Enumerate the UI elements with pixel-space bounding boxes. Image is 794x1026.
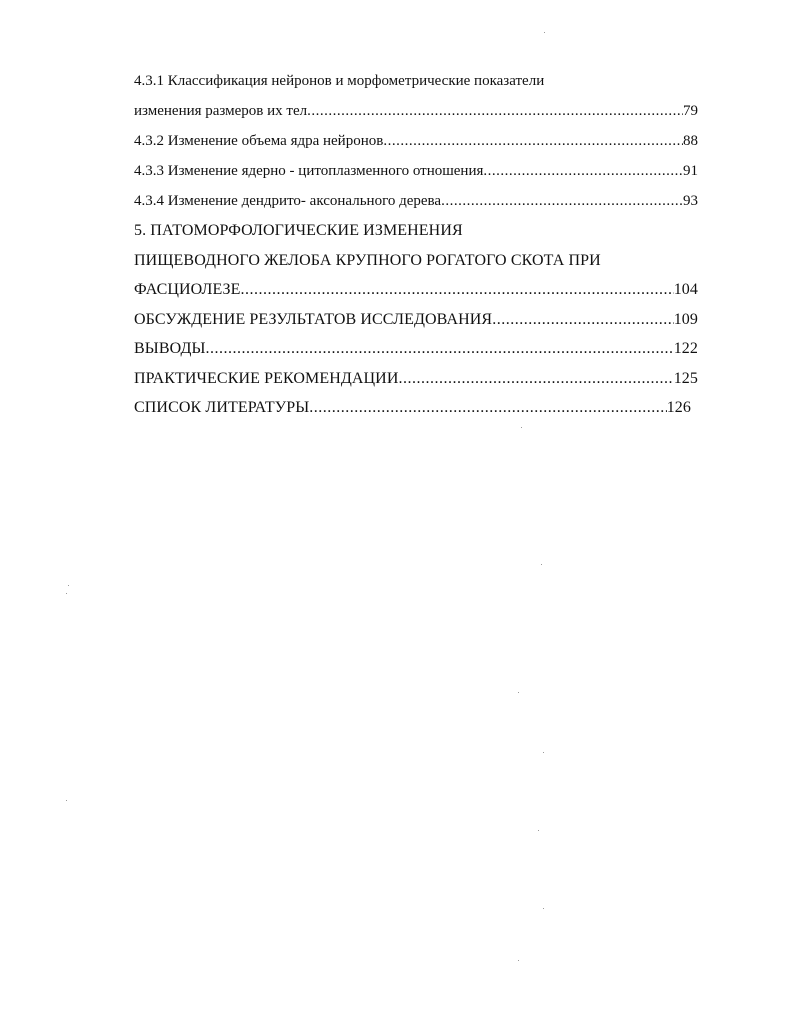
dot-leader [307,96,683,126]
toc-page-number: 126 [666,399,691,416]
toc-entry-text: 4.3.1 Классификация нейронов и морфометрические показатели [134,73,545,89]
toc-entry-text: 4.3.4 Изменение дендрито- аксонального дерева [134,193,442,209]
toc-page-number: 122 [673,340,698,357]
toc-entry-text: ФАСЦИОЛЕЗЕ [134,281,241,298]
toc-page-number: 91 [683,163,698,179]
dot-leader [309,393,666,423]
dot-leader [483,156,683,186]
toc-page-number: 109 [673,310,698,328]
scan-speck [518,960,519,961]
toc-entry-text: 5. ПАТОМОРФОЛОГИЧЕСКИЕ ИЗМЕНЕНИЯ [134,222,463,239]
toc-page-number: 79 [683,103,698,119]
toc-entry-4-3-2 [134,126,698,156]
scan-speck [518,692,519,693]
toc-entry-4-3-1 [134,96,698,126]
table-of-contents [134,66,698,423]
dot-leader [441,186,683,216]
scan-speck [543,908,544,909]
toc-entry-text: ПРАКТИЧЕСКИЕ РЕКОМЕНДАЦИИ [134,369,399,387]
toc-entry-text: изменения размеров их тел [134,103,308,119]
toc-entry-text: СПИСОК ЛИТЕРАТУРЫ [134,399,310,416]
scan-speck [521,427,522,428]
toc-entry-text: 4.3.2 Изменение объема ядра нейронов [134,133,384,149]
toc-page-number: 125 [673,369,698,387]
toc-entry-5 [134,275,698,305]
scan-speck [544,32,545,33]
toc-entry-5-title-line2 [134,246,698,276]
scan-speck [66,800,67,801]
toc-page-number: 93 [683,193,698,209]
toc-entry-text: ОБСУЖДЕНИЕ РЕЗУЛЬТАТОВ ИССЛЕДОВАНИЯ [134,310,493,328]
toc-entry-text: ПИЩЕВОДНОГО ЖЕЛОБА КРУПНОГО РОГАТОГО СКОТА ПРИ [134,251,601,269]
toc-entry-discussion [134,305,698,335]
dot-leader [383,126,683,156]
toc-entry-5-title-line1 [134,216,698,246]
scan-speck [538,830,539,831]
toc-entry-conclusions [134,334,698,364]
dot-leader [206,334,674,364]
scan-speck [541,564,542,565]
scan-speck [66,593,67,594]
dot-leader [492,305,674,335]
toc-page-number: 88 [683,133,698,149]
toc-entry-4-3-1-title [134,66,698,96]
scan-speck [543,752,544,753]
toc-entry-4-3-4 [134,186,698,216]
dot-leader [399,364,674,394]
toc-entry-recommendations [134,364,698,394]
dot-leader [241,275,674,305]
toc-entry-text: 4.3.3 Изменение ядерно - цитоплазменного отношения [134,163,484,179]
toc-entry-references [134,393,691,423]
toc-entry-text: ВЫВОДЫ [134,340,206,357]
scan-speck [68,585,69,586]
toc-page-number: 104 [673,281,698,298]
toc-entry-4-3-3 [134,156,698,186]
